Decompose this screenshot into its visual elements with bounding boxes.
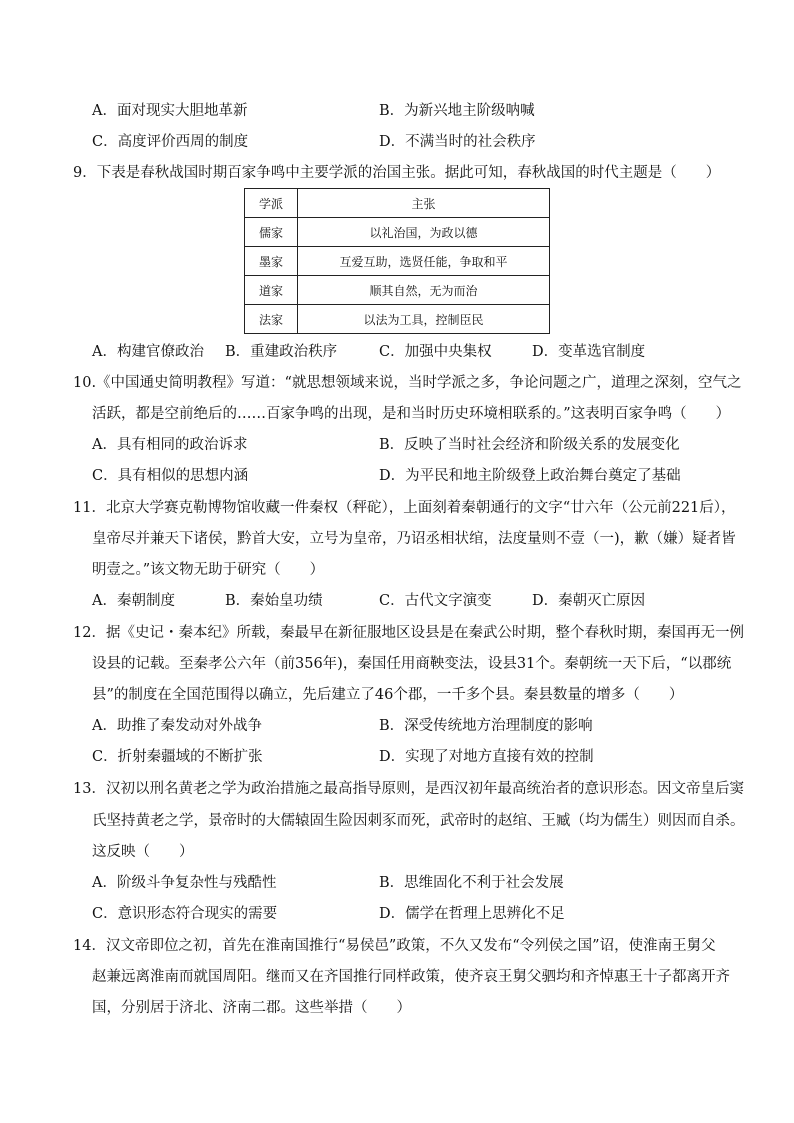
table-cell: 道家 xyxy=(245,276,298,305)
q14-stem-line: 赵兼远离淮南而就国周阳。继而又在齐国推行同样政策，使齐哀王舅父驷均和齐悼惠王十子都离开齐 xyxy=(92,969,730,985)
q9-option-a[interactable]: A．构建官僚政治 xyxy=(92,344,204,360)
table-cell: 互爱互助，选贤任能，争取和平 xyxy=(298,247,550,276)
q10-option-c[interactable]: C．具有相似的思想内涵 xyxy=(92,468,249,484)
q11-stem-line: 明壹之。”该文物无助于研究（ ） xyxy=(92,562,325,578)
q12-stem-line: 县”的制度在全国范围得以确立，先后建立了46个郡，一千多个县。秦县数量的增多（ ） xyxy=(92,687,684,703)
q12-option-c[interactable]: C．折射秦疆域的不断扩张 xyxy=(92,749,263,765)
table-header-cell: 学派 xyxy=(245,189,298,218)
q14-stem-line: 14．汉文帝即位之初，首先在淮南国推行“易侯邑”政策，不久又发布“令列侯之国”诏，使淮南王舅父 xyxy=(73,938,716,954)
q13-stem-line: 这反映（ ） xyxy=(92,844,194,860)
q13-option-c[interactable]: C．意识形态符合现实的需要 xyxy=(92,906,278,922)
q11-option-c[interactable]: C．古代文字演变 xyxy=(379,593,492,609)
q8-option-d[interactable]: D．不满当时的社会秩序 xyxy=(379,134,536,150)
table-cell: 法家 xyxy=(245,305,298,334)
q9-stem: 9．下表是春秋战国时期百家争鸣中主要学派的治国主张。据此可知，春秋战国的时代主题是（ ） xyxy=(73,165,721,181)
q9-schools-table xyxy=(244,188,550,334)
q8-option-c[interactable]: C．高度评价西周的制度 xyxy=(92,134,249,150)
q9-option-b[interactable]: B．重建政治秩序 xyxy=(225,344,338,360)
table-header-row xyxy=(245,189,550,218)
table-cell: 墨家 xyxy=(245,247,298,276)
table-row xyxy=(245,305,550,334)
table-cell: 儒家 xyxy=(245,218,298,247)
q10-option-b[interactable]: B．反映了当时社会经济和阶级关系的发展变化 xyxy=(379,437,680,453)
table-row xyxy=(245,276,550,305)
q10-option-d[interactable]: D．为平民和地主阶级登上政治舞台奠定了基础 xyxy=(379,468,681,484)
q12-option-d[interactable]: D．实现了对地方直接有效的控制 xyxy=(379,749,594,765)
table-row xyxy=(245,218,550,247)
q11-option-b[interactable]: B．秦始皇功绩 xyxy=(225,593,323,609)
q12-option-b[interactable]: B．深受传统地方治理制度的影响 xyxy=(379,718,593,734)
q13-stem-line: 13．汉初以刑名黄老之学为政治措施之最高指导原则，是西汉初年最高统治者的意识形态。因文帝皇后窦 xyxy=(73,781,744,797)
q8-option-a[interactable]: A．面对现实大胆地革新 xyxy=(92,103,248,119)
q10-option-a[interactable]: A．具有相同的政治诉求 xyxy=(92,437,248,453)
q11-option-d[interactable]: D．秦朝灭亡原因 xyxy=(532,593,646,609)
q12-option-a[interactable]: A．助推了秦发动对外战争 xyxy=(92,718,262,734)
q13-option-b[interactable]: B．思维固化不利于社会发展 xyxy=(379,875,564,891)
q10-stem-line: 10.《中国通史简明教程》写道：“就思想领域来说，当时学派之多，争论问题之广，道理之深刻，空气之 xyxy=(73,375,742,391)
q11-stem-line: 皇帝尽并兼天下诸侯，黔首大安，立号为皇帝，乃诏丞相状绾，法度量则不壹（一)，歉（嫌）疑者皆 xyxy=(92,531,736,547)
q14-stem-line: 国，分别居于济北、济南二郡。这些举措（ ） xyxy=(92,1000,411,1016)
q13-option-a[interactable]: A．阶级斗争复杂性与残酷性 xyxy=(92,875,277,891)
q9-option-d[interactable]: D．变革选官制度 xyxy=(532,344,646,360)
q9-option-c[interactable]: C．加强中央集权 xyxy=(379,344,492,360)
table-cell: 以礼治国，为政以德 xyxy=(298,218,550,247)
table-cell: 以法为工具，控制臣民 xyxy=(298,305,550,334)
table-cell: 顺其自然，无为而治 xyxy=(298,276,550,305)
q13-stem-line: 氏坚持黄老之学，景帝时的大儒辕固生险因刺豕而死，武帝时的赵绾、王臧（均为儒生）则因而自杀。 xyxy=(92,813,745,829)
q10-stem-line: 活跃，都是空前绝后的……百家争鸣的出现，是和当时历史环境相联系的。”这表明百家争鸣（ ） xyxy=(92,406,731,422)
table-header-cell: 主张 xyxy=(298,189,550,218)
table-row xyxy=(245,247,550,276)
q12-stem-line: 设县的记载。至秦孝公六年（前356年)，秦国任用商鞅变法，设县31个。秦朝统一天下后，“以郡统 xyxy=(92,656,732,672)
q11-option-a[interactable]: A．秦朝制度 xyxy=(92,593,175,609)
q11-stem-line: 11．北京大学赛克勒博物馆收藏一件秦权（秤砣），上面刻着秦朝通行的文字“廿六年（公元前221后）， xyxy=(73,500,736,516)
q12-stem-line: 12．据《史记・秦本纪》所载，秦最早在新征服地区设县是在秦武公时期，整个春秋时期，秦国再无一例 xyxy=(73,625,744,641)
q8-option-b[interactable]: B．为新兴地主阶级呐喊 xyxy=(379,103,535,119)
q13-option-d[interactable]: D．儒学在哲理上思辨化不足 xyxy=(379,906,565,922)
